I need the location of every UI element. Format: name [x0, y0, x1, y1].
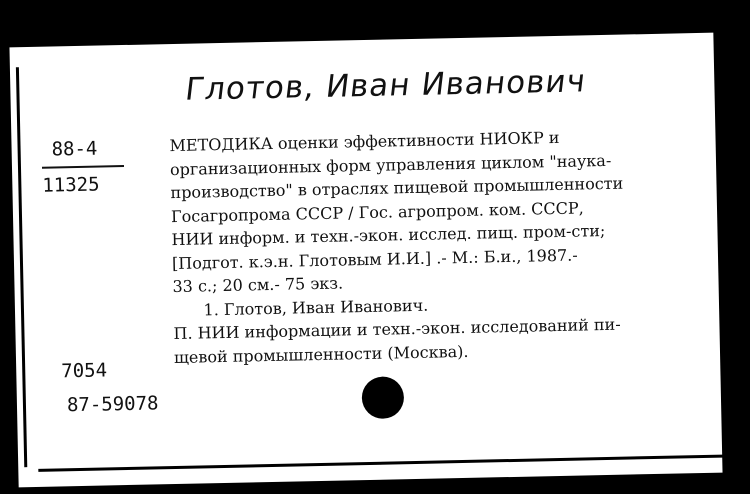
description-line: 33 с.; 20 см.- 75 экз. — [172, 273, 344, 297]
card-left-edge — [16, 67, 27, 467]
description-line: П. НИИ информации и техн.-экон. исследований пи- — [173, 314, 621, 344]
description-line: НИИ информ. и техн.-экон. исслед. пищ. пром-сти; — [171, 220, 606, 250]
description-line: 1. Глотов, Иван Иванович. — [172, 295, 429, 320]
left-margin-number: 7054 — [61, 359, 108, 383]
card-punch-hole — [361, 376, 404, 419]
call-number-divider — [42, 165, 124, 169]
call-number-bottom: 11325 — [42, 173, 100, 197]
description-line: [Подгот. к.э.н. Глотовым И.И.] .- М.: Б.и., 1987.- — [171, 245, 578, 273]
description-line: организационных форм управления циклом "наука- — [169, 150, 612, 179]
bibliographic-description — [169, 123, 704, 369]
card-heading-author: Глотов, Иван Иванович — [183, 63, 589, 108]
description-line: Госагропрома СССР / Гос. агропром. ком. СССР, — [170, 197, 584, 226]
description-line: производство" в отраслях пищевой промышленности — [170, 173, 624, 203]
card-bottom-edge — [38, 454, 728, 471]
call-number-top: 88-4 — [51, 137, 98, 161]
description-line: щевой промышленности (Москва). — [173, 341, 469, 367]
catalog-card — [9, 33, 722, 488]
registration-number: 87-59078 — [66, 392, 159, 417]
description-line: МЕТОДИКА оценки эффективности НИОКР и — [169, 127, 560, 156]
